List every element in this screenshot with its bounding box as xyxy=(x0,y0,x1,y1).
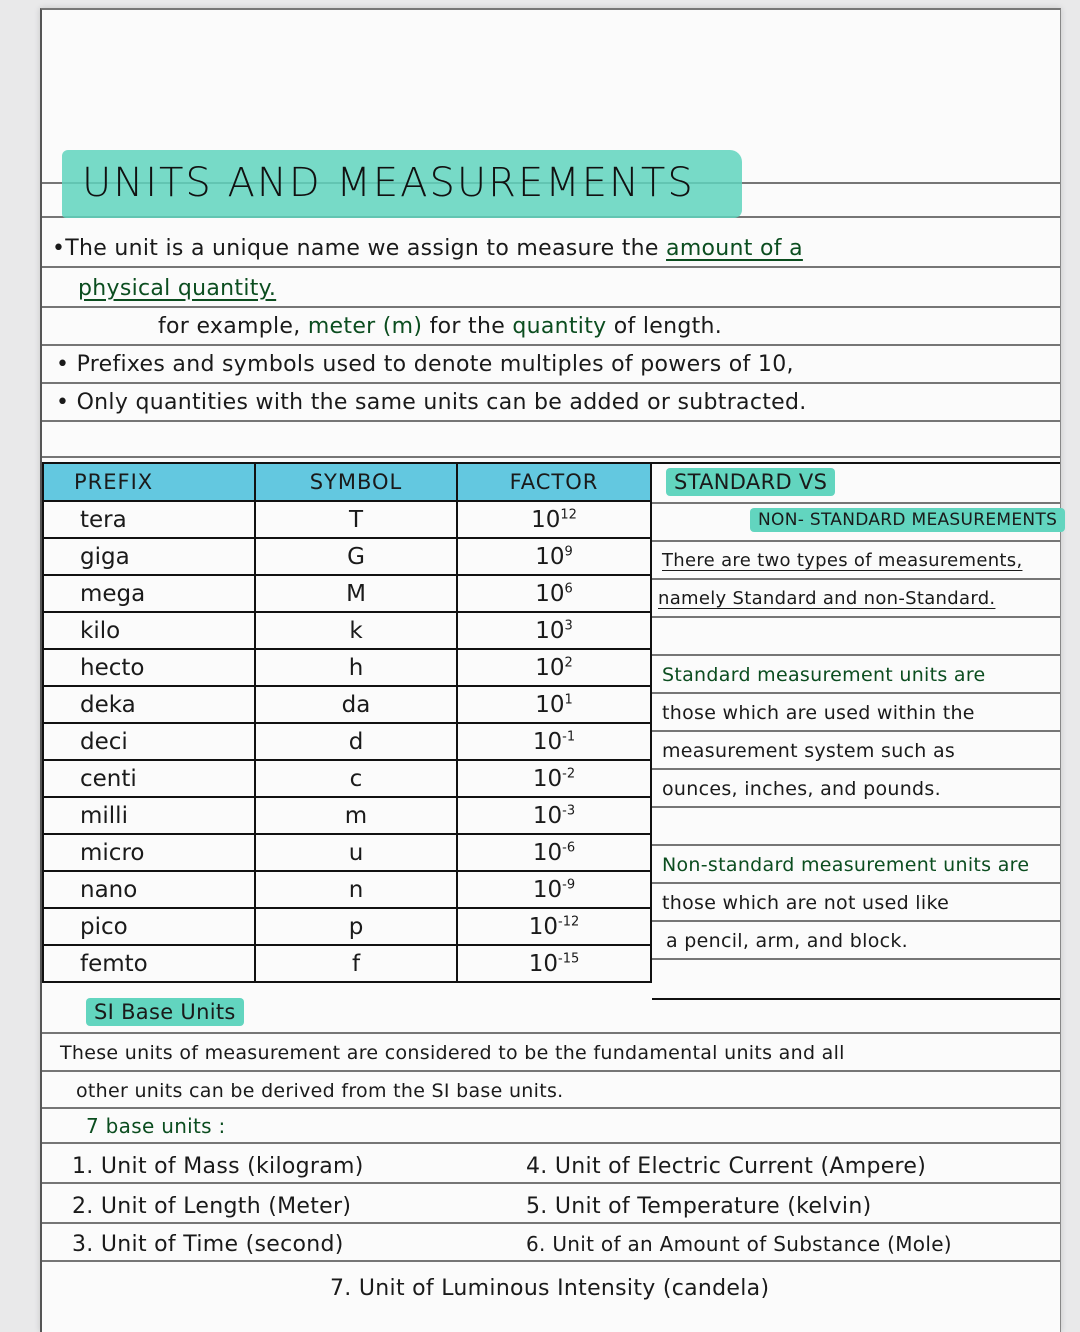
table-header-row xyxy=(43,463,651,501)
table-row: giga G $10^9$ xyxy=(43,538,651,575)
si-heading: SI Base Units xyxy=(86,1000,244,1024)
ruled-line xyxy=(42,1070,1060,1072)
header-factor: FACTOR xyxy=(457,463,651,501)
table-row: milli m $10^{-3}$ xyxy=(43,797,651,834)
table-row: tera T $10^{12}$ xyxy=(43,501,651,538)
standard-text-3: measurement system such as xyxy=(662,740,956,762)
si-count-label: 7 base units : xyxy=(86,1114,226,1138)
standard-vs-heading-1: STANDARD VS xyxy=(666,470,835,494)
ruled-line xyxy=(42,344,1060,346)
page-title: UNITS AND MEASUREMENTS xyxy=(82,160,695,206)
table-row: centi c $10^{-2}$ xyxy=(43,760,651,797)
header-prefix: PREFIX xyxy=(43,463,255,501)
table-row: micro u $10^{-6}$ xyxy=(43,834,651,871)
standard-text-4: ounces, inches, and pounds. xyxy=(662,778,941,800)
ruled-line xyxy=(42,456,1060,458)
intro-line-1: •The unit is a unique name we assign to measure the amount of a xyxy=(52,236,803,261)
table-row: nano n $10^{-9}$ xyxy=(43,871,651,908)
header-symbol: SYMBOL xyxy=(255,463,457,501)
table-row: kilo k $10^3$ xyxy=(43,612,651,649)
si-unit-1: 1. Unit of Mass (kilogram) xyxy=(72,1154,364,1179)
notebook-page xyxy=(40,8,1061,1332)
intro-line-2: physical quantity. xyxy=(78,276,277,301)
ruled-line xyxy=(42,382,1060,384)
standard-text-2: those which are used within the xyxy=(662,702,975,724)
table-row: deka da $10^1$ xyxy=(43,686,651,723)
si-unit-7: 7. Unit of Luminous Intensity (candela) xyxy=(330,1276,770,1301)
intro-example: for example, meter (m) for the quantity of length. xyxy=(158,314,723,339)
si-desc-1: These units of measurement are considered to be the fundamental units and all xyxy=(60,1042,845,1064)
si-unit-4: 4. Unit of Electric Current (Ampere) xyxy=(526,1154,927,1179)
ruled-line xyxy=(42,1032,1060,1034)
nonstandard-text-1: Non-standard measurement units are xyxy=(662,854,1030,876)
bullet-prefixes: • Prefixes and symbols used to denote multiples of powers of 10, xyxy=(56,352,794,377)
standard-vs-heading-2: NON- STANDARD MEASUREMENTS xyxy=(750,510,1065,530)
table-row: mega M $10^6$ xyxy=(43,575,651,612)
nonstandard-text-2: those which are not used like xyxy=(662,892,950,914)
standard-vs-panel xyxy=(652,462,1060,1000)
ruled-line xyxy=(42,1182,1060,1184)
si-unit-3: 3. Unit of Time (second) xyxy=(72,1232,344,1257)
table-row: deci d $10^{-1}$ xyxy=(43,723,651,760)
si-desc-2: other units can be derived from the SI base units. xyxy=(76,1080,564,1102)
standard-text-1: Standard measurement units are xyxy=(662,664,986,686)
ruled-line xyxy=(42,420,1060,422)
ruled-line xyxy=(42,1107,1060,1109)
ruled-line xyxy=(42,1142,1060,1144)
bullet-same-units: • Only quantities with the same units can be added or subtracted. xyxy=(56,390,807,415)
table-row: hecto h $10^2$ xyxy=(43,649,651,686)
ruled-line xyxy=(42,1260,1060,1262)
nonstandard-text-3: a pencil, arm, and block. xyxy=(666,930,909,952)
standard-vs-intro-2: namely Standard and non-Standard. xyxy=(658,588,996,609)
standard-vs-intro-1: There are two types of measurements, xyxy=(662,550,1023,571)
ruled-line xyxy=(42,1222,1060,1224)
table-row: femto f $10^{-15}$ xyxy=(43,945,651,982)
si-unit-5: 5. Unit of Temperature (kelvin) xyxy=(526,1194,872,1219)
ruled-line xyxy=(42,266,1060,268)
prefix-table xyxy=(42,462,652,983)
table-row: pico p $10^{-12}$ xyxy=(43,908,651,945)
si-unit-6: 6. Unit of an Amount of Substance (Mole) xyxy=(526,1232,952,1256)
si-unit-2: 2. Unit of Length (Meter) xyxy=(72,1194,352,1219)
ruled-line xyxy=(42,306,1060,308)
